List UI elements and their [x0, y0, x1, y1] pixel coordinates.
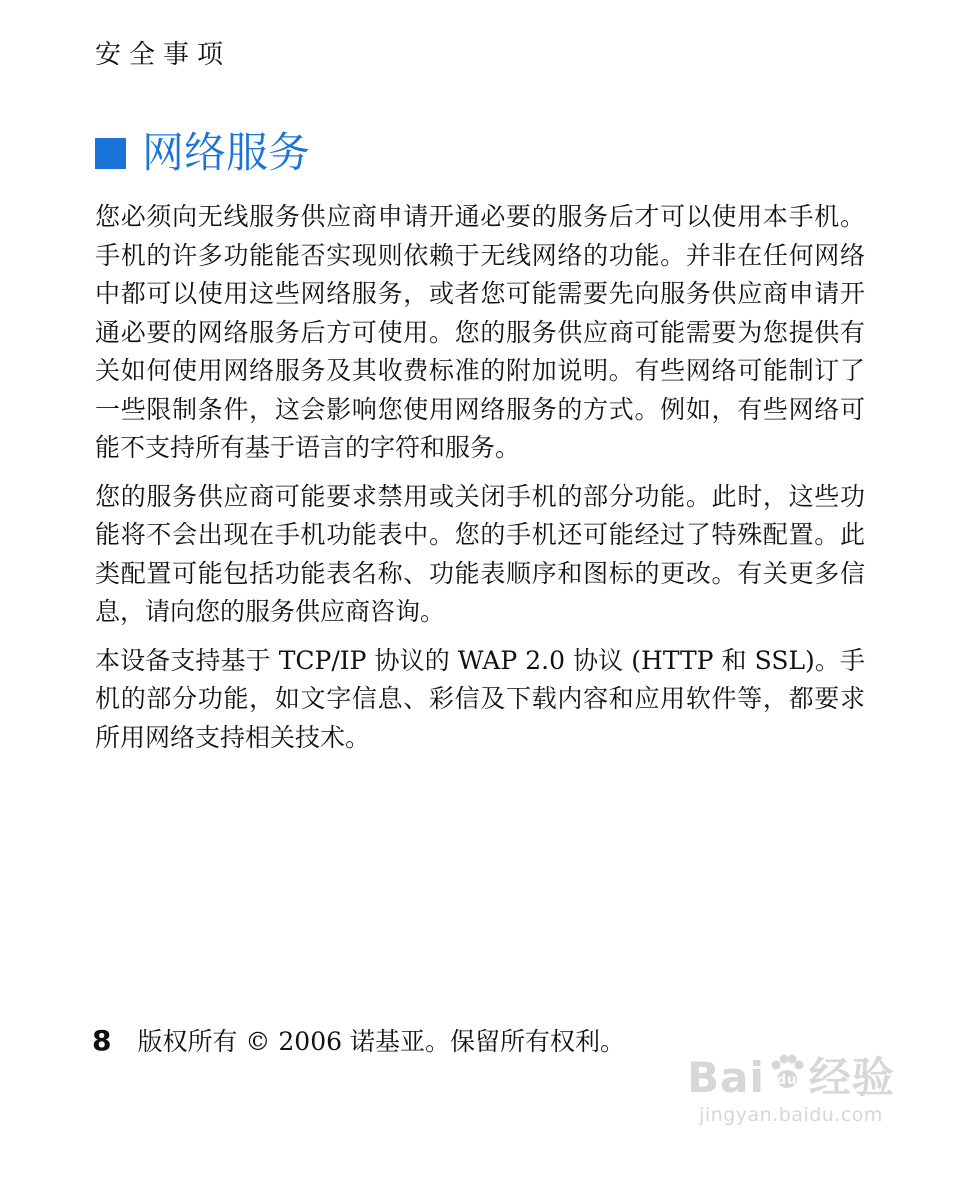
- page-number: 8: [92, 1024, 112, 1057]
- paragraph-protocol-support: 本设备支持基于 TCP/IP 协议的 WAP 2.0 协议 (HTTP 和 SSL)。手机的部分功能，如文字信息、彩信及下载内容和应用软件等，都要求所用网络支持相关技术。: [95, 645, 865, 752]
- watermark-brand-left: Bai: [687, 1052, 765, 1102]
- watermark-brand-right: 经验: [808, 1052, 895, 1102]
- copyright-notice: 版权所有 © 2006 诺基亚。保留所有权利。: [137, 1027, 625, 1056]
- page-footer: [92, 1022, 625, 1058]
- paw-icon: [767, 1052, 807, 1103]
- blue-square-icon: [95, 138, 126, 169]
- section-heading: [95, 128, 310, 178]
- baidu-jingyan-watermark: [676, 1052, 906, 1127]
- paragraph-network-requirements: 您必须向无线服务供应商申请开通必要的服务后才可以使用本手机。手机的许多功能能否实现则依赖于无线网络的功能。并非在任何网络中都可以使用这些网络服务，或者您可能需要先向服务供应商申请开通必要的网络服务后方可使用。您的服务供应商可能需要为您提供有关如何使用网络服务及其收费标准的附加说明。有些网络可能制订了一些限制条件，这会影响您使用网络服务的方式。例如，有些网络可能不支持所有基于语言的字符和服务。: [95, 202, 865, 462]
- svg-text:du: du: [776, 1073, 798, 1088]
- body-text: [95, 198, 865, 767]
- section-title: 网络服务: [142, 128, 311, 177]
- paragraph-disabled-features: 您的服务供应商可能要求禁用或关闭手机的部分功能。此时，这些功能将不会出现在手机功能表中。您的手机还可能经过了特殊配置。此类配置可能包括功能表名称、功能表顺序和图标的更改。有关更多信息，请向您的服务供应商咨询。: [95, 481, 865, 626]
- running-header: 安全事项: [95, 40, 232, 70]
- watermark-url: jingyan.baidu.com: [699, 1104, 883, 1126]
- watermark-logo: [676, 1052, 906, 1103]
